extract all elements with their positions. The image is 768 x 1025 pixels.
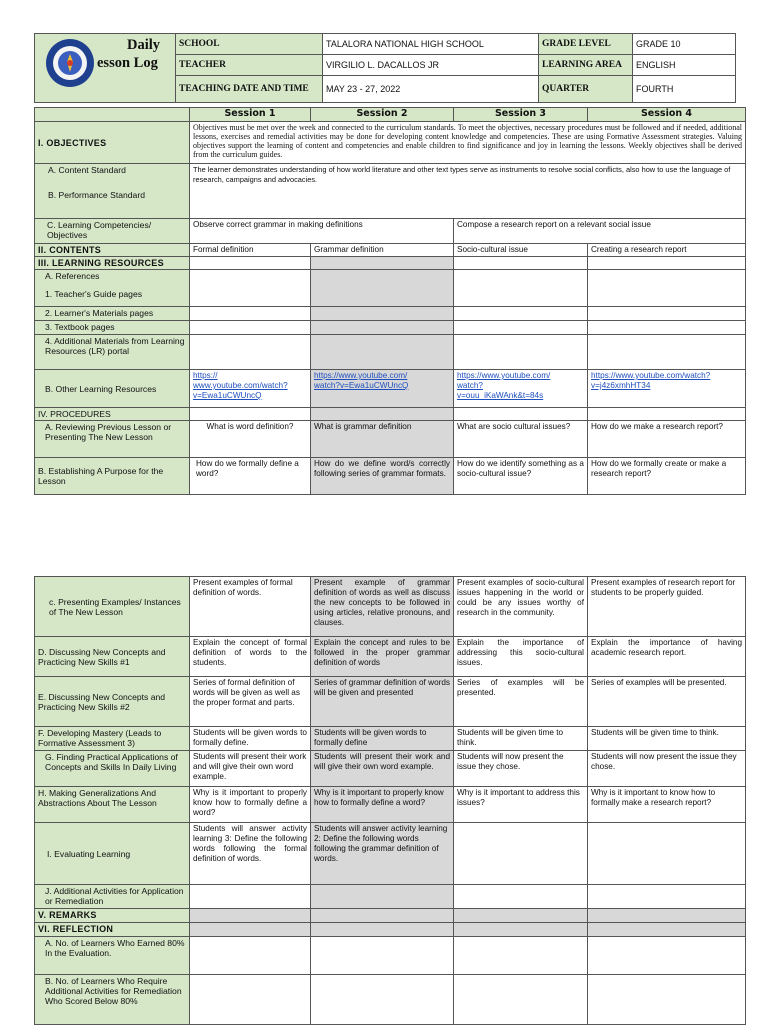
reflection-label: VI. REFLECTION	[35, 923, 190, 937]
examples-session-4: Present examples of research report for students to be properly guided.	[588, 577, 746, 637]
evaluating-label: I. Evaluating Learning	[35, 823, 190, 885]
area-value: ENGLISH	[633, 55, 736, 76]
discussing-1-label: D. Discussing New Concepts and Practicing New Skills #1	[35, 637, 190, 677]
link-2-line2[interactable]: watch?v=Ewa1uCWUncQ	[314, 381, 409, 390]
lesson-table-page2	[34, 576, 746, 1025]
mastery-session-3: Students will be given time to think.	[454, 727, 588, 751]
area-label: LEARNING AREA	[539, 55, 633, 76]
references-label: A. References	[45, 271, 100, 281]
mastery-session-1: Students will be given words to formally define.	[190, 727, 311, 751]
resource-link-3[interactable]	[454, 370, 588, 408]
discussing-2-label: E. Discussing New Concepts and Practicing New Skills #2	[35, 677, 190, 727]
objectives-label: I. OBJECTIVES	[35, 122, 190, 164]
review-session-2: What is grammar definition	[311, 421, 454, 458]
objectives-text: Objectives must be met over the week and connected to the curriculum standards. To meet the objectives, necessary procedures must be followed and if needed, additional lessons, exercises and remedial activities may be done for developing content knowledge and competencies. These are using Formative Assessment strategies. Valuing objectives support the learning of content and competencies and enable children to find significance and joy in learning the lessons. Weekly objectives shall be derived from the curriculum guides.	[190, 122, 746, 164]
school-label: SCHOOL	[176, 34, 323, 55]
quarter-label: QUARTER	[539, 76, 633, 103]
discussing-2-session-4: Series of examples will be presented.	[588, 677, 746, 727]
link-1-line3[interactable]: v=Ewa1uCWUncQ	[193, 391, 262, 400]
generalizations-session-4: Why is it important to know how to formally make a research report?	[588, 787, 746, 823]
link-4-line1[interactable]: https://www.youtube.com/watch?	[591, 371, 711, 380]
session-3-header: Session 3	[454, 108, 588, 122]
generalizations-session-1: Why is it important to properly know how to formally define a word?	[190, 787, 311, 823]
applications-session-2: Students will present their work and will give their own word example.	[311, 751, 454, 787]
title-lesson-log: esson Log	[97, 55, 158, 71]
session-4-header: Session 4	[588, 108, 746, 122]
examples-session-2: Present example of grammar definition of words as well as discuss the new concepts to be followed in using articles, relative pronouns, and clauses.	[311, 577, 454, 637]
evaluating-session-1: Students will answer activity learning 3: Define the following words following the formal definition of words.	[190, 823, 311, 885]
link-3-line2[interactable]: watch?	[457, 381, 483, 390]
lesson-table-page1	[34, 107, 746, 495]
session-1-header: Session 1	[190, 108, 311, 122]
title-daily: Daily	[127, 37, 161, 53]
purpose-label: B. Establishing A Purpose for the Lesson	[35, 458, 190, 495]
content-session-4: Creating a research report	[588, 244, 746, 257]
purpose-session-1: How do we formally define a word?	[190, 458, 311, 495]
content-standard-label	[35, 164, 190, 219]
reflection-a-label: A. No. of Learners Who Earned 80% In the Evaluation.	[35, 937, 190, 975]
presenting-examples-label: c. Presenting Examples/ Instances of The New Lesson	[35, 577, 190, 637]
resource-link-1[interactable]	[190, 370, 311, 408]
content-session-3: Socio-cultural issue	[454, 244, 588, 257]
developing-mastery-label: F. Developing Mastery (Leads to Formative Assessment 3)	[35, 727, 190, 751]
header-table	[34, 33, 736, 103]
mastery-session-4: Students will be given time to think.	[588, 727, 746, 751]
reflection-b-label: B. No. of Learners Who Require Additional Activities for Remediation Who Scored Below 80%	[35, 975, 190, 1025]
discussing-2-session-2: Series of grammar definition of words will be given and presented	[311, 677, 454, 727]
additional-activities-label: J. Additional Activities for Application or Remediation	[35, 885, 190, 909]
resource-link-4[interactable]	[588, 370, 746, 408]
grade-label: GRADE LEVEL	[539, 34, 633, 55]
review-session-3: What are socio cultural issues?	[454, 421, 588, 458]
practical-applications-label: G. Finding Practical Applications of Concepts and Skills In Daily Living	[35, 751, 190, 787]
purpose-session-4: How do we formally create or make a research report?	[588, 458, 746, 495]
link-3-line1[interactable]: https://www.youtube.com/	[457, 371, 551, 380]
link-1-line2[interactable]: www.youtube.com/watch?	[193, 381, 288, 390]
discussing-1-session-3: Explain the importance of addressing this socio-cultural issues.	[454, 637, 588, 677]
remarks-label: V. REMARKS	[35, 909, 190, 923]
generalizations-label: H. Making Generalizations And Abstractions About The Lesson	[35, 787, 190, 823]
applications-session-1: Students will present their work and will give their own word example.	[190, 751, 311, 787]
resource-link-2[interactable]	[311, 370, 454, 408]
applications-session-4: Students will now present the issue they chose.	[588, 751, 746, 787]
quarter-value: FOURTH	[633, 76, 736, 103]
discussing-2-session-3: Series of examples will be presented.	[454, 677, 588, 727]
teacher-label: TEACHER	[176, 55, 323, 76]
competency-3-4: Compose a research report on a relevant social issue	[454, 219, 746, 244]
link-1-line1[interactable]: https://	[193, 371, 218, 380]
competencies-label: C. Learning Competencies/ Objectives	[35, 219, 190, 244]
content-standard-text: The learner demonstrates understanding of how world literature and other text types serve as instruments to resolve social conflicts, also how to use the language of research, campaigns and advocacies.	[190, 164, 746, 219]
competency-1-2: Observe correct grammar in making definitions	[190, 219, 454, 244]
performance-standard-label: B. Performance Standard	[48, 190, 145, 200]
reviewing-label: A. Reviewing Previous Lesson or Presenting The New Lesson	[35, 421, 190, 458]
content-session-2: Grammar definition	[311, 244, 454, 257]
teacher-value: VIRGILIO L. DACALLOS JR	[323, 55, 539, 76]
generalizations-session-2: Why is it important to properly know how to formally define a word?	[311, 787, 454, 823]
evaluating-session-2: Students will answer activity learning 2: Define the following words following the grammar definition of words.	[311, 823, 454, 885]
examples-session-1: Present examples of formal definition of words.	[190, 577, 311, 637]
link-4-line2[interactable]: v=j4z6xmhHT34	[591, 381, 651, 390]
school-value: TALALORA NATIONAL HIGH SCHOOL	[323, 34, 539, 55]
other-resources-label: B. Other Learning Resources	[35, 370, 190, 408]
logo-cell	[35, 34, 176, 103]
content-session-1: Formal definition	[190, 244, 311, 257]
purpose-session-3: How do we identify something as a socio-cultural issue?	[454, 458, 588, 495]
evaluating-session-4	[588, 823, 746, 885]
discussing-1-session-4: Explain the importance of having academic research report.	[588, 637, 746, 677]
date-value: MAY 23 - 27, 2022	[323, 76, 539, 103]
learners-materials-label: 2. Learner's Materials pages	[35, 307, 190, 321]
content-standard-label-text: A. Content Standard	[48, 165, 126, 175]
discussing-1-session-2: Explain the concept and rules to be followed in the proper grammar definition of words	[311, 637, 454, 677]
purpose-session-2: How do we define word/s correctly following series of grammar formats.	[311, 458, 454, 495]
link-3-line3[interactable]: v=ouu_iKaWAnk&t=84s	[457, 391, 544, 400]
additional-materials-label: 4. Additional Materials from Learning Resources (LR) portal	[35, 335, 190, 370]
link-2-line1[interactable]: https://www.youtube.com/	[314, 371, 408, 380]
contents-label: II. CONTENTS	[35, 244, 190, 257]
session-2-header: Session 2	[311, 108, 454, 122]
review-session-4: How do we make a research report?	[588, 421, 746, 458]
resources-label: III. LEARNING RESOURCES	[35, 257, 190, 270]
generalizations-session-3: Why is it important to address this issues?	[454, 787, 588, 823]
mastery-session-2: Students will be given words to formally define	[311, 727, 454, 751]
teachers-guide-label: 1. Teacher's Guide pages	[45, 289, 143, 299]
applications-session-3: Students will now present the issue they chose.	[454, 751, 588, 787]
review-session-1: What is word definition?	[190, 421, 311, 458]
procedures-label: IV. PROCEDURES	[35, 408, 190, 421]
textbook-pages-label: 3. Textbook pages	[35, 321, 190, 335]
examples-session-3: Present examples of socio-cultural issues happening in the world or could be any issues worthy of research in the community.	[454, 577, 588, 637]
evaluating-session-3	[454, 823, 588, 885]
grade-value: GRADE 10	[633, 34, 736, 55]
date-label: TEACHING DATE AND TIME	[176, 76, 323, 103]
discussing-1-session-1: Explain the concept of formal definition of words to the students.	[190, 637, 311, 677]
deped-seal-logo	[45, 38, 95, 88]
discussing-2-session-1: Series of formal definition of words will be given as well as the proper format and parts.	[190, 677, 311, 727]
